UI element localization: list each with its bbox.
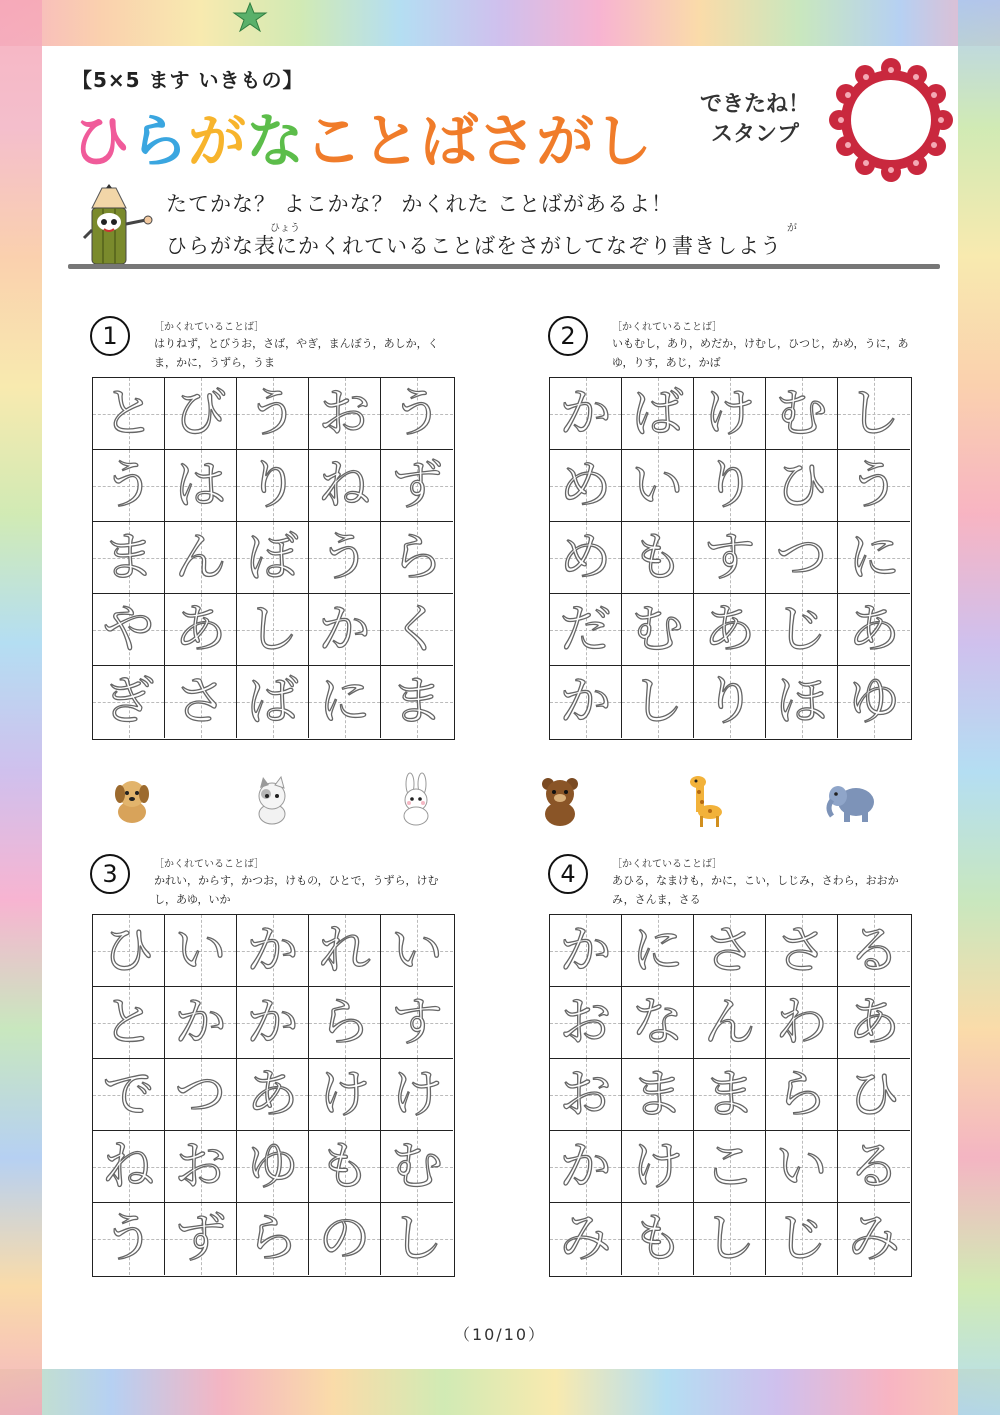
tracing-character: あ (847, 992, 900, 1053)
tracing-character: い (775, 1136, 828, 1197)
word-search-grid-4 (549, 914, 912, 1277)
title-char: が (188, 107, 247, 175)
cat-icon (244, 772, 300, 828)
tracing-character: し (703, 1209, 756, 1269)
instruction-line-1: たてかな？ よこかな？ かくれた ことばがあるよ！ (166, 192, 674, 216)
tracing-character: り (703, 455, 756, 516)
grid-cell[interactable] (93, 987, 165, 1059)
grid-cell[interactable] (766, 450, 838, 522)
tracing-character: じ (775, 1209, 828, 1269)
grid-cell[interactable] (694, 666, 766, 738)
tracing-character: ね (102, 1136, 155, 1197)
tracing-character: ま (631, 1064, 684, 1125)
grid-cell[interactable] (838, 1203, 910, 1275)
grid-cell[interactable] (622, 378, 694, 450)
tracing-character: つ (174, 1064, 227, 1125)
tracing-character: も (631, 1209, 684, 1269)
grid-cell[interactable] (381, 1059, 453, 1131)
tracing-character: め (559, 527, 612, 588)
tracing-character: か (559, 672, 612, 732)
grid-cell[interactable] (622, 450, 694, 522)
grid-cell[interactable] (838, 378, 910, 450)
grid-cell[interactable] (838, 1059, 910, 1131)
tracing-character: こ (703, 1136, 756, 1197)
tracing-character: い (174, 920, 227, 981)
tracing-character: し (847, 383, 900, 444)
tracing-character: ら (318, 992, 371, 1053)
tracing-character: う (246, 383, 299, 444)
tracing-character: く (390, 599, 443, 660)
tracing-character: ま (102, 527, 155, 588)
grid-cell[interactable] (694, 915, 766, 987)
tracing-character: う (102, 455, 155, 516)
tracing-character: か (559, 920, 612, 981)
grid-cell[interactable] (93, 450, 165, 522)
tracing-character: も (318, 1136, 371, 1197)
rabbit-icon (388, 772, 444, 828)
grid-cell[interactable] (309, 1131, 381, 1203)
tracing-character: さ (174, 672, 227, 732)
tracing-character: か (246, 920, 299, 981)
tracing-character: ひ (847, 1064, 900, 1125)
star-icon (232, 2, 268, 32)
page-number: （10/10） (453, 1325, 547, 1344)
title-hiragana (72, 107, 304, 175)
crayon-border-right (958, 0, 1000, 1415)
tracing-character: ひ (775, 455, 828, 516)
ruby-hyou: ひょう (270, 223, 300, 234)
tracing-character: け (318, 1064, 371, 1125)
tracing-character: け (631, 1136, 684, 1197)
tracing-character: な (631, 992, 684, 1053)
grid-cell[interactable] (165, 594, 237, 666)
tracing-character: じ (775, 599, 828, 660)
tracing-character: け (703, 383, 756, 444)
tracing-character: ず (390, 455, 443, 516)
tracing-character: す (390, 992, 443, 1053)
grid-cell[interactable] (93, 594, 165, 666)
stamp-label-line1: できたね！ (699, 92, 810, 117)
tracing-character: ひ (102, 920, 155, 981)
grid-cell[interactable] (550, 1203, 622, 1275)
hidden-words-title: ［かくれていることば］ (612, 322, 723, 333)
bear-icon (532, 772, 588, 828)
grid-cell[interactable] (309, 666, 381, 738)
grid-cell[interactable] (237, 450, 309, 522)
grid-cell[interactable] (237, 378, 309, 450)
stamp-label (690, 90, 820, 150)
grid-cell[interactable] (550, 378, 622, 450)
grid-cell[interactable] (838, 522, 910, 594)
tracing-character: り (703, 672, 756, 732)
grid-cell[interactable] (694, 450, 766, 522)
grid-cell[interactable] (838, 1131, 910, 1203)
worksheet-tag: 【5×5 ます いきもの】 (72, 68, 304, 92)
grid-cell[interactable] (381, 522, 453, 594)
grid-cell[interactable] (622, 915, 694, 987)
grid-cell[interactable] (694, 594, 766, 666)
tracing-character: れ (318, 920, 371, 981)
grid-cell[interactable] (165, 666, 237, 738)
grid-cell[interactable] (93, 1203, 165, 1275)
grid-cell[interactable] (165, 1203, 237, 1275)
grid-cell[interactable] (165, 378, 237, 450)
grid-cell[interactable] (838, 987, 910, 1059)
tracing-character: わ (775, 992, 828, 1053)
grid-cell[interactable] (237, 666, 309, 738)
grid-cell[interactable] (550, 594, 622, 666)
grid-cell[interactable] (93, 915, 165, 987)
grid-cell[interactable] (766, 1059, 838, 1131)
title-kotoba: ことばさがし (304, 107, 653, 175)
tracing-character: お (559, 1064, 612, 1125)
grid-cell[interactable] (309, 522, 381, 594)
tracing-character: か (174, 992, 227, 1053)
grid-cell[interactable] (622, 987, 694, 1059)
grid-cell[interactable] (550, 666, 622, 738)
tracing-character: お (318, 383, 371, 444)
tracing-character: か (559, 383, 612, 444)
tracing-character: は (174, 455, 227, 516)
grid-cell[interactable] (309, 378, 381, 450)
tracing-character: に (847, 527, 900, 588)
grid-cell[interactable] (237, 1131, 309, 1203)
tracing-character: む (775, 383, 828, 444)
tracing-character: さ (775, 920, 828, 981)
hidden-words-list: かれい，からす，かつお，けもの，ひとで，うずら，けむし，あゆ，いか (154, 874, 439, 906)
grid-cell[interactable] (237, 522, 309, 594)
grid-cell[interactable] (309, 1203, 381, 1275)
grid-cell[interactable] (550, 915, 622, 987)
grid-cell[interactable] (622, 594, 694, 666)
tracing-character: か (318, 599, 371, 660)
crayon-border-top (0, 0, 1000, 46)
tracing-character: ば (246, 672, 299, 732)
grid-cell[interactable] (309, 450, 381, 522)
tracing-character: お (559, 992, 612, 1053)
grid-cell[interactable] (381, 594, 453, 666)
grid-cell[interactable] (381, 1131, 453, 1203)
crayon-border-left (0, 0, 42, 1415)
tracing-character: に (318, 672, 371, 732)
grid-cell[interactable] (93, 1131, 165, 1203)
grid-cell[interactable] (694, 1203, 766, 1275)
hidden-words-title: ［かくれていることば］ (154, 322, 265, 333)
grid-cell[interactable] (622, 1131, 694, 1203)
stamp-label-line2: スタンプ (710, 122, 799, 147)
ruby-ga: が (787, 223, 797, 234)
tracing-character: い (390, 920, 443, 981)
grid-cell[interactable] (550, 450, 622, 522)
grid-cell[interactable] (766, 915, 838, 987)
tracing-character: ほ (775, 672, 828, 732)
tracing-character: む (631, 599, 684, 660)
grid-cell[interactable] (93, 378, 165, 450)
grid-cell[interactable] (550, 1131, 622, 1203)
tracing-character: や (102, 599, 155, 660)
tracing-character: さ (703, 920, 756, 981)
page-title (72, 94, 652, 178)
tracing-character: ん (174, 527, 227, 588)
grid-cell[interactable] (694, 378, 766, 450)
word-search-grid-1 (92, 377, 455, 740)
grid-cell[interactable] (694, 1131, 766, 1203)
grid-cell[interactable] (766, 987, 838, 1059)
grid-cell[interactable] (550, 987, 622, 1059)
tracing-character: み (559, 1209, 612, 1269)
puzzle-number-2: 2 (548, 316, 588, 356)
puzzle-number-1: 1 (90, 316, 130, 356)
puzzle-number-4: 4 (548, 854, 588, 894)
tracing-character: あ (847, 599, 900, 660)
tracing-character: し (246, 599, 299, 660)
tracing-character: む (390, 1136, 443, 1197)
tracing-character: る (847, 1136, 900, 1197)
tracing-character: ば (631, 383, 684, 444)
tracing-character: し (631, 672, 684, 732)
puzzle-number-3: 3 (90, 854, 130, 894)
tracing-character: し (390, 1209, 443, 1269)
tracing-character: も (631, 527, 684, 588)
tracing-character: か (246, 992, 299, 1053)
tracing-character: ら (775, 1064, 828, 1125)
grid-cell[interactable] (309, 1059, 381, 1131)
tracing-character: と (102, 383, 155, 444)
grid-cell[interactable] (694, 1059, 766, 1131)
word-search-grid-3 (92, 914, 455, 1277)
grid-cell[interactable] (766, 378, 838, 450)
grid-cell[interactable] (237, 987, 309, 1059)
instruction-line-2: ひらがな表にかくれていることばをさがしてなぞり書きしよう (166, 234, 782, 258)
hidden-words-title: ［かくれていることば］ (612, 859, 723, 870)
pencil-mascot-icon (82, 184, 158, 268)
tracing-character: ゆ (246, 1136, 299, 1197)
grid-cell[interactable] (93, 1059, 165, 1131)
tracing-character: お (174, 1136, 227, 1197)
grid-cell[interactable] (237, 915, 309, 987)
grid-cell[interactable] (165, 1059, 237, 1131)
title-char: な (246, 107, 305, 175)
tracing-character: か (559, 1136, 612, 1197)
grid-cell[interactable] (93, 522, 165, 594)
tracing-character: だ (559, 599, 612, 660)
grid-cell[interactable] (381, 378, 453, 450)
grid-cell[interactable] (165, 915, 237, 987)
tracing-character: ぼ (246, 527, 299, 588)
hidden-words-list: いもむし，あり，めだか，けむし，ひつじ，かめ，うに，あゆ，りす，あじ，かば (612, 337, 909, 369)
grid-cell[interactable] (694, 522, 766, 594)
tracing-character: ぎ (102, 672, 155, 732)
grid-cell[interactable] (766, 594, 838, 666)
tracing-character: あ (174, 599, 227, 660)
grid-cell[interactable] (309, 987, 381, 1059)
elephant-icon (824, 772, 880, 828)
grid-cell[interactable] (381, 915, 453, 987)
tracing-character: け (390, 1064, 443, 1125)
tracing-character: ゆ (847, 672, 900, 732)
grid-cell[interactable] (237, 1059, 309, 1131)
grid-cell[interactable] (838, 450, 910, 522)
grid-cell[interactable] (165, 1131, 237, 1203)
grid-cell[interactable] (550, 522, 622, 594)
grid-cell[interactable] (838, 915, 910, 987)
grid-cell[interactable] (766, 522, 838, 594)
grid-cell[interactable] (550, 1059, 622, 1131)
tracing-character: う (318, 527, 371, 588)
stamp-frame-icon[interactable] (824, 58, 958, 182)
word-search-grid-2 (549, 377, 912, 740)
grid-cell[interactable] (165, 450, 237, 522)
tracing-character: う (102, 1209, 155, 1269)
tracing-character: り (246, 455, 299, 516)
tracing-character: み (847, 1209, 900, 1269)
tracing-character: あ (703, 599, 756, 660)
tracing-character: で (102, 1064, 155, 1125)
title-char: ひ (72, 107, 131, 175)
divider (68, 264, 940, 269)
grid-cell[interactable] (694, 987, 766, 1059)
grid-cell[interactable] (766, 666, 838, 738)
tracing-character: る (847, 920, 900, 981)
grid-cell[interactable] (309, 915, 381, 987)
tracing-character: あ (246, 1064, 299, 1125)
grid-cell[interactable] (381, 666, 453, 738)
title-char: ら (130, 107, 189, 175)
grid-cell[interactable] (237, 1203, 309, 1275)
grid-cell[interactable] (622, 522, 694, 594)
tracing-character: と (102, 992, 155, 1053)
hidden-words-list: はりねず，とびうお，さば，やぎ，まんぼう，あしか，くま，かに，うずら，うま (154, 337, 439, 369)
tracing-character: う (390, 383, 443, 444)
dog-icon (104, 772, 160, 828)
grid-cell[interactable] (622, 1059, 694, 1131)
tracing-character: ら (390, 527, 443, 588)
tracing-character: ら (246, 1209, 299, 1269)
grid-cell[interactable] (381, 450, 453, 522)
crayon-border-bottom (0, 1369, 1000, 1415)
grid-cell[interactable] (381, 987, 453, 1059)
hidden-words-list: あひる，なまけも，かに，こい，しじみ，さわら，おおかみ，さんま，さる (612, 874, 899, 906)
tracing-character: ま (703, 1064, 756, 1125)
hidden-words-title: ［かくれていることば］ (154, 859, 265, 870)
tracing-character: に (631, 920, 684, 981)
grid-cell[interactable] (766, 1131, 838, 1203)
grid-cell[interactable] (381, 1203, 453, 1275)
grid-cell[interactable] (309, 594, 381, 666)
grid-cell[interactable] (237, 594, 309, 666)
grid-cell[interactable] (838, 666, 910, 738)
tracing-character: び (174, 383, 227, 444)
tracing-character: つ (775, 527, 828, 588)
grid-cell[interactable] (838, 594, 910, 666)
grid-cell[interactable] (93, 666, 165, 738)
grid-cell[interactable] (165, 522, 237, 594)
tracing-character: め (559, 455, 612, 516)
tracing-character: ん (703, 992, 756, 1053)
tracing-character: ね (318, 455, 371, 516)
grid-cell[interactable] (766, 1203, 838, 1275)
tracing-character: ま (390, 672, 443, 732)
tracing-character: ず (174, 1209, 227, 1269)
grid-cell[interactable] (622, 1203, 694, 1275)
grid-cell[interactable] (622, 666, 694, 738)
giraffe-icon (676, 772, 732, 828)
grid-cell[interactable] (165, 987, 237, 1059)
animal-row (0, 772, 1000, 828)
tracing-character: す (703, 527, 756, 588)
tracing-character: う (847, 455, 900, 516)
tracing-character: い (631, 455, 684, 516)
tracing-character: の (318, 1209, 371, 1269)
